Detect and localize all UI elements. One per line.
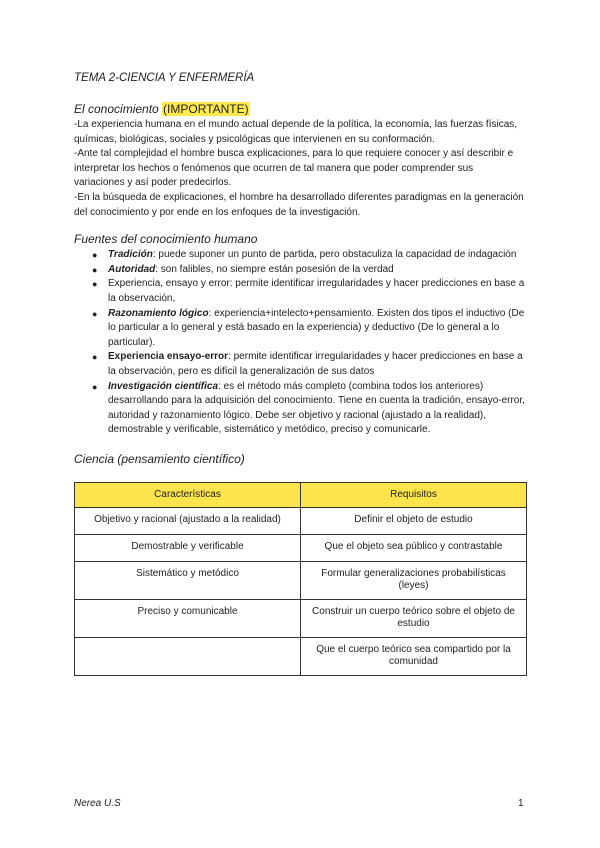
bullet-text: : son falibles, no siempre están posesión de la verdad: [155, 263, 394, 275]
sources-list: [74, 248, 526, 438]
table-cell: Que el cuerpo teórico sea compartido por la comunidad: [301, 637, 527, 675]
table-cell: Definir el objeto de estudio: [301, 507, 527, 534]
table-header-cell: Requisitos: [301, 482, 527, 507]
list-item: [92, 277, 526, 306]
table-row: [75, 534, 527, 561]
bullet-icon: ●: [92, 352, 98, 363]
section-heading-ciencia: Ciencia (pensamiento científico): [74, 451, 245, 466]
bullet-keyword: Experiencia ensayo-error: [108, 351, 229, 363]
bullet-keyword: Razonamiento lógico: [108, 307, 209, 319]
bullet-icon: ●: [92, 381, 98, 392]
paragraph: -Ante tal complejidad el hombre busca explicaciones, para lo que requiere conocer y así describir e interpretar los hechos o fenómenos que ocurren de tal manera que poder comprender sus variaciones y así poder predecirlos.: [74, 148, 514, 189]
table-cell: Construir un cuerpo teórico sobre el objeto de estudio: [301, 599, 527, 637]
table-header-row: [75, 482, 527, 507]
table-row: [75, 637, 527, 675]
page-number: 1: [518, 798, 524, 809]
table-cell: Que el objeto sea público y contrastable: [301, 534, 527, 561]
section-heading-conocimiento: [74, 102, 526, 116]
footer-author: Nerea U.S: [74, 798, 121, 809]
table-cell: [75, 637, 301, 675]
bullet-icon: ●: [92, 279, 98, 290]
bullet-text: : es el método más completo (combina todos los anteriores) desarrollando para la adquisición del conocimiento. Tiene en cuenta la tradición, ensayo-error, autoridad y razonamiento lógico. Debe ser objetivo y racional (ajustado a la realidad), demostrable y verificable, sistemático y metódico, preciso y comunicarle.: [108, 380, 525, 436]
list-item: [92, 350, 526, 379]
list-item: [92, 263, 526, 278]
table-cell: Sistemático y metódico: [75, 561, 301, 599]
table-cell: Objetivo y racional (ajustado a la realidad): [75, 507, 301, 534]
table-header-cell: Características: [75, 482, 301, 507]
bullet-text: : puede suponer un punto de partida, pero obstaculiza la capacidad de indagación: [152, 249, 517, 261]
table-cell: Demostrable y verificable: [75, 534, 301, 561]
bullet-text: Experiencia, ensayo y error: permite identificar irregularidades y hacer predicciones en base a la observación,: [108, 278, 525, 304]
bullet-text: : experiencia+intelecto+pensamiento. Existen dos tipos el inductivo (De lo particular a lo general y está basado en la experiencia) y deductivo (De lo general a lo particular).: [108, 307, 525, 348]
document-page: [74, 72, 526, 676]
bullet-keyword: Tradición: [108, 249, 153, 261]
bullet-icon: ●: [92, 308, 98, 319]
bullet-icon: ●: [92, 250, 98, 261]
section-heading-fuentes: Fuentes del conocimiento humano: [74, 232, 258, 247]
bullet-keyword: Autoridad: [108, 263, 156, 275]
paragraph: -La experiencia humana en el mundo actual depende de la política, la economía, las fuerzas físicas, químicas, biológicas, sociales y psicológicas que intervienen en su conformación.: [74, 119, 518, 145]
section-heading-text: El conocimiento: [74, 102, 163, 116]
highlight-important: (IMPORTANTE): [163, 102, 249, 116]
list-item: [92, 380, 526, 438]
science-table: [74, 482, 527, 676]
table-cell: Preciso y comunicable: [75, 599, 301, 637]
list-item: [92, 248, 526, 263]
bullet-keyword: Investigación científica: [108, 380, 219, 392]
table-cell: Formular generalizaciones probabilísticas (leyes): [301, 561, 527, 599]
list-item: [92, 307, 526, 351]
table-row: [75, 599, 527, 637]
paragraph: -En la búsqueda de explicaciones, el hombre ha desarrollado diferentes paradigmas en la generación del conocimiento y por ende en los enfoques de la investigación.: [74, 191, 524, 218]
bullet-text: : permite identificar irregularidades y hacer predicciones en base a la observación, pero es difícil la generalización de sus datos: [108, 351, 523, 377]
bullet-icon: ●: [92, 264, 98, 275]
document-title: TEMA 2-CIENCIA Y ENFERMERÍA: [74, 72, 255, 84]
table-row: [75, 561, 527, 599]
table-row: [75, 507, 527, 534]
